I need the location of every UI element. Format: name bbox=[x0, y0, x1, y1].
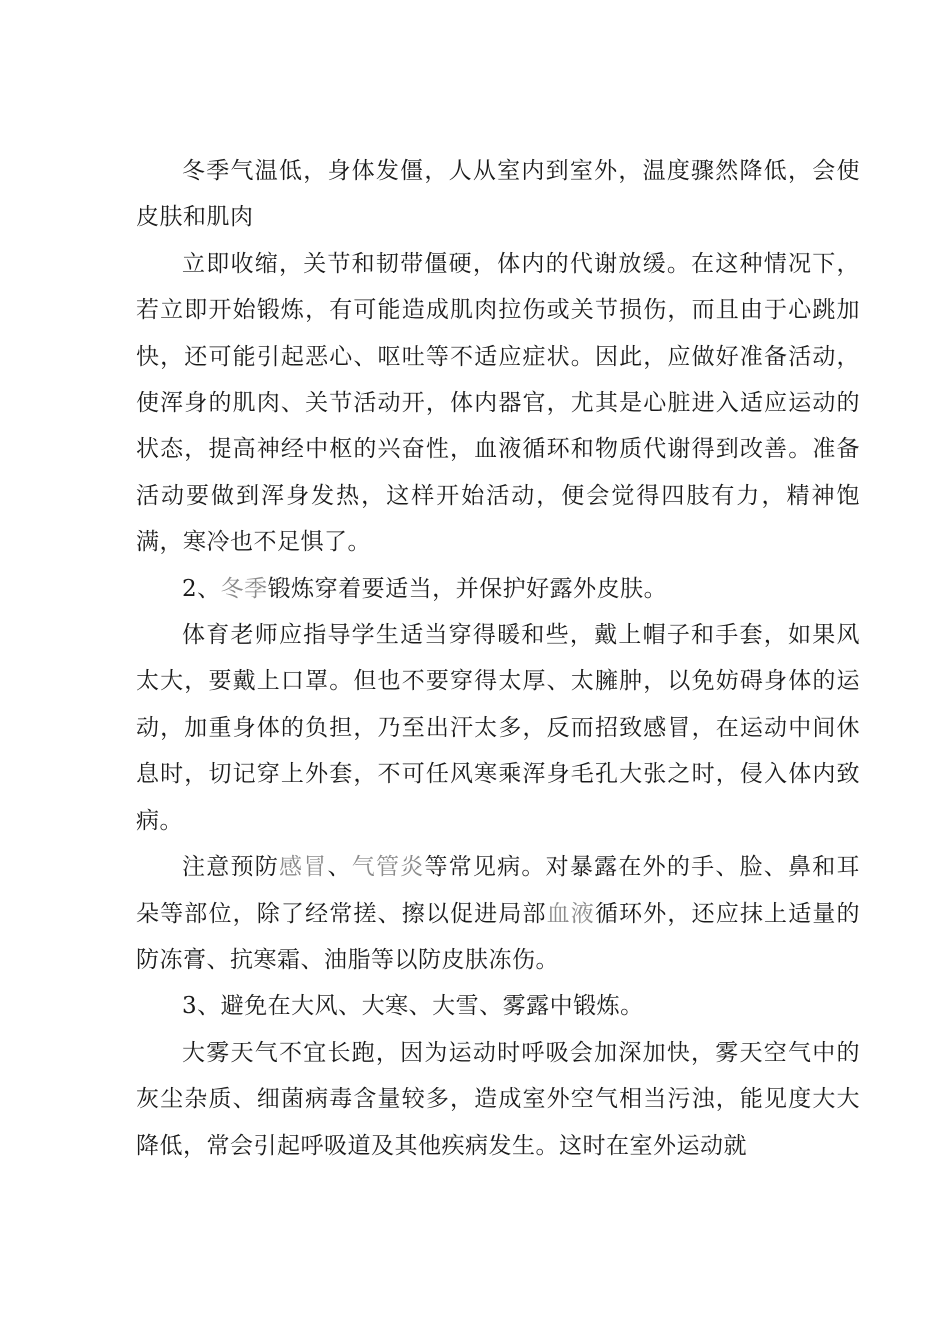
paragraph-text: 立即收缩，关节和韧带僵硬，体内的代谢放缓。在这种情况下，若立即开始锻炼，有可能造成肌肉拉伤或关节损伤，而且由于心跳加快，还可能引起恶心、呕吐等不适应症状。因此，应做好准备活动，使浑身的肌肉、关节活动开，体内器官，尤其是心脏进入适应运动的状态，提高神经中枢的兴奋性，血液循环和物质代谢得到改善。准备活动要做到浑身发热，这样开始活动，便会觉得四肢有力，精神饱满，寒冷也不足惧了。 bbox=[136, 250, 860, 556]
paragraph-text: 3、避免在大风、大寒、大雪、雾露中锻炼。 bbox=[182, 993, 644, 1020]
paragraph bbox=[136, 566, 860, 612]
paragraph-text: 锻炼穿着要适当，并保护好露外皮肤。 bbox=[267, 575, 668, 602]
inline-link[interactable]: 冬季 bbox=[220, 575, 268, 602]
paragraph bbox=[136, 1030, 860, 1169]
paragraph-text: 大雾天气不宜长跑，因为运动时呼吸会加深加快，雾天空气中的灰尘杂质、细菌病毒含量较多，造成室外空气相当污浊，能见度大大降低，常会引起呼吸道及其他疾病发生。这时在室外运动就 bbox=[136, 1039, 860, 1159]
document-body bbox=[136, 148, 860, 1169]
paragraph bbox=[136, 612, 860, 844]
inline-link[interactable]: 气管炎 bbox=[351, 854, 425, 881]
paragraph bbox=[136, 983, 860, 1029]
paragraph bbox=[136, 241, 860, 566]
paragraph-text: 等常见病。对暴露在外的手、脸、鼻和耳朵等部位，除了经常搓、擦以促进局部 bbox=[136, 854, 861, 927]
paragraph-text: 循环外，还应抹上适量的防冻膏、抗寒霜、油脂等以防皮肤冻伤。 bbox=[136, 900, 861, 973]
inline-link[interactable]: 血液 bbox=[546, 900, 595, 927]
paragraph-text: 、 bbox=[327, 854, 352, 881]
paragraph-text: 体育老师应指导学生适当穿得暖和些，戴上帽子和手套，如果风太大，要戴上口罩。但也不要穿得太厚、太臃肿，以免妨碍身体的运动，加重身体的负担，乃至出汗太多，反而招致感冒，在运动中间休息时，切记穿上外套，不可任风寒乘浑身毛孔大张之时，侵入体内致病。 bbox=[136, 622, 860, 834]
paragraph-text: 冬季气温低，身体发僵，人从室内到室外，温度骤然降低，会使皮肤和肌肉 bbox=[136, 158, 860, 231]
paragraph-text: 2、 bbox=[182, 575, 221, 602]
paragraph-text: 注意预防 bbox=[182, 854, 279, 881]
paragraph bbox=[136, 148, 860, 241]
inline-link[interactable]: 感冒 bbox=[278, 854, 328, 881]
paragraph bbox=[136, 844, 860, 983]
